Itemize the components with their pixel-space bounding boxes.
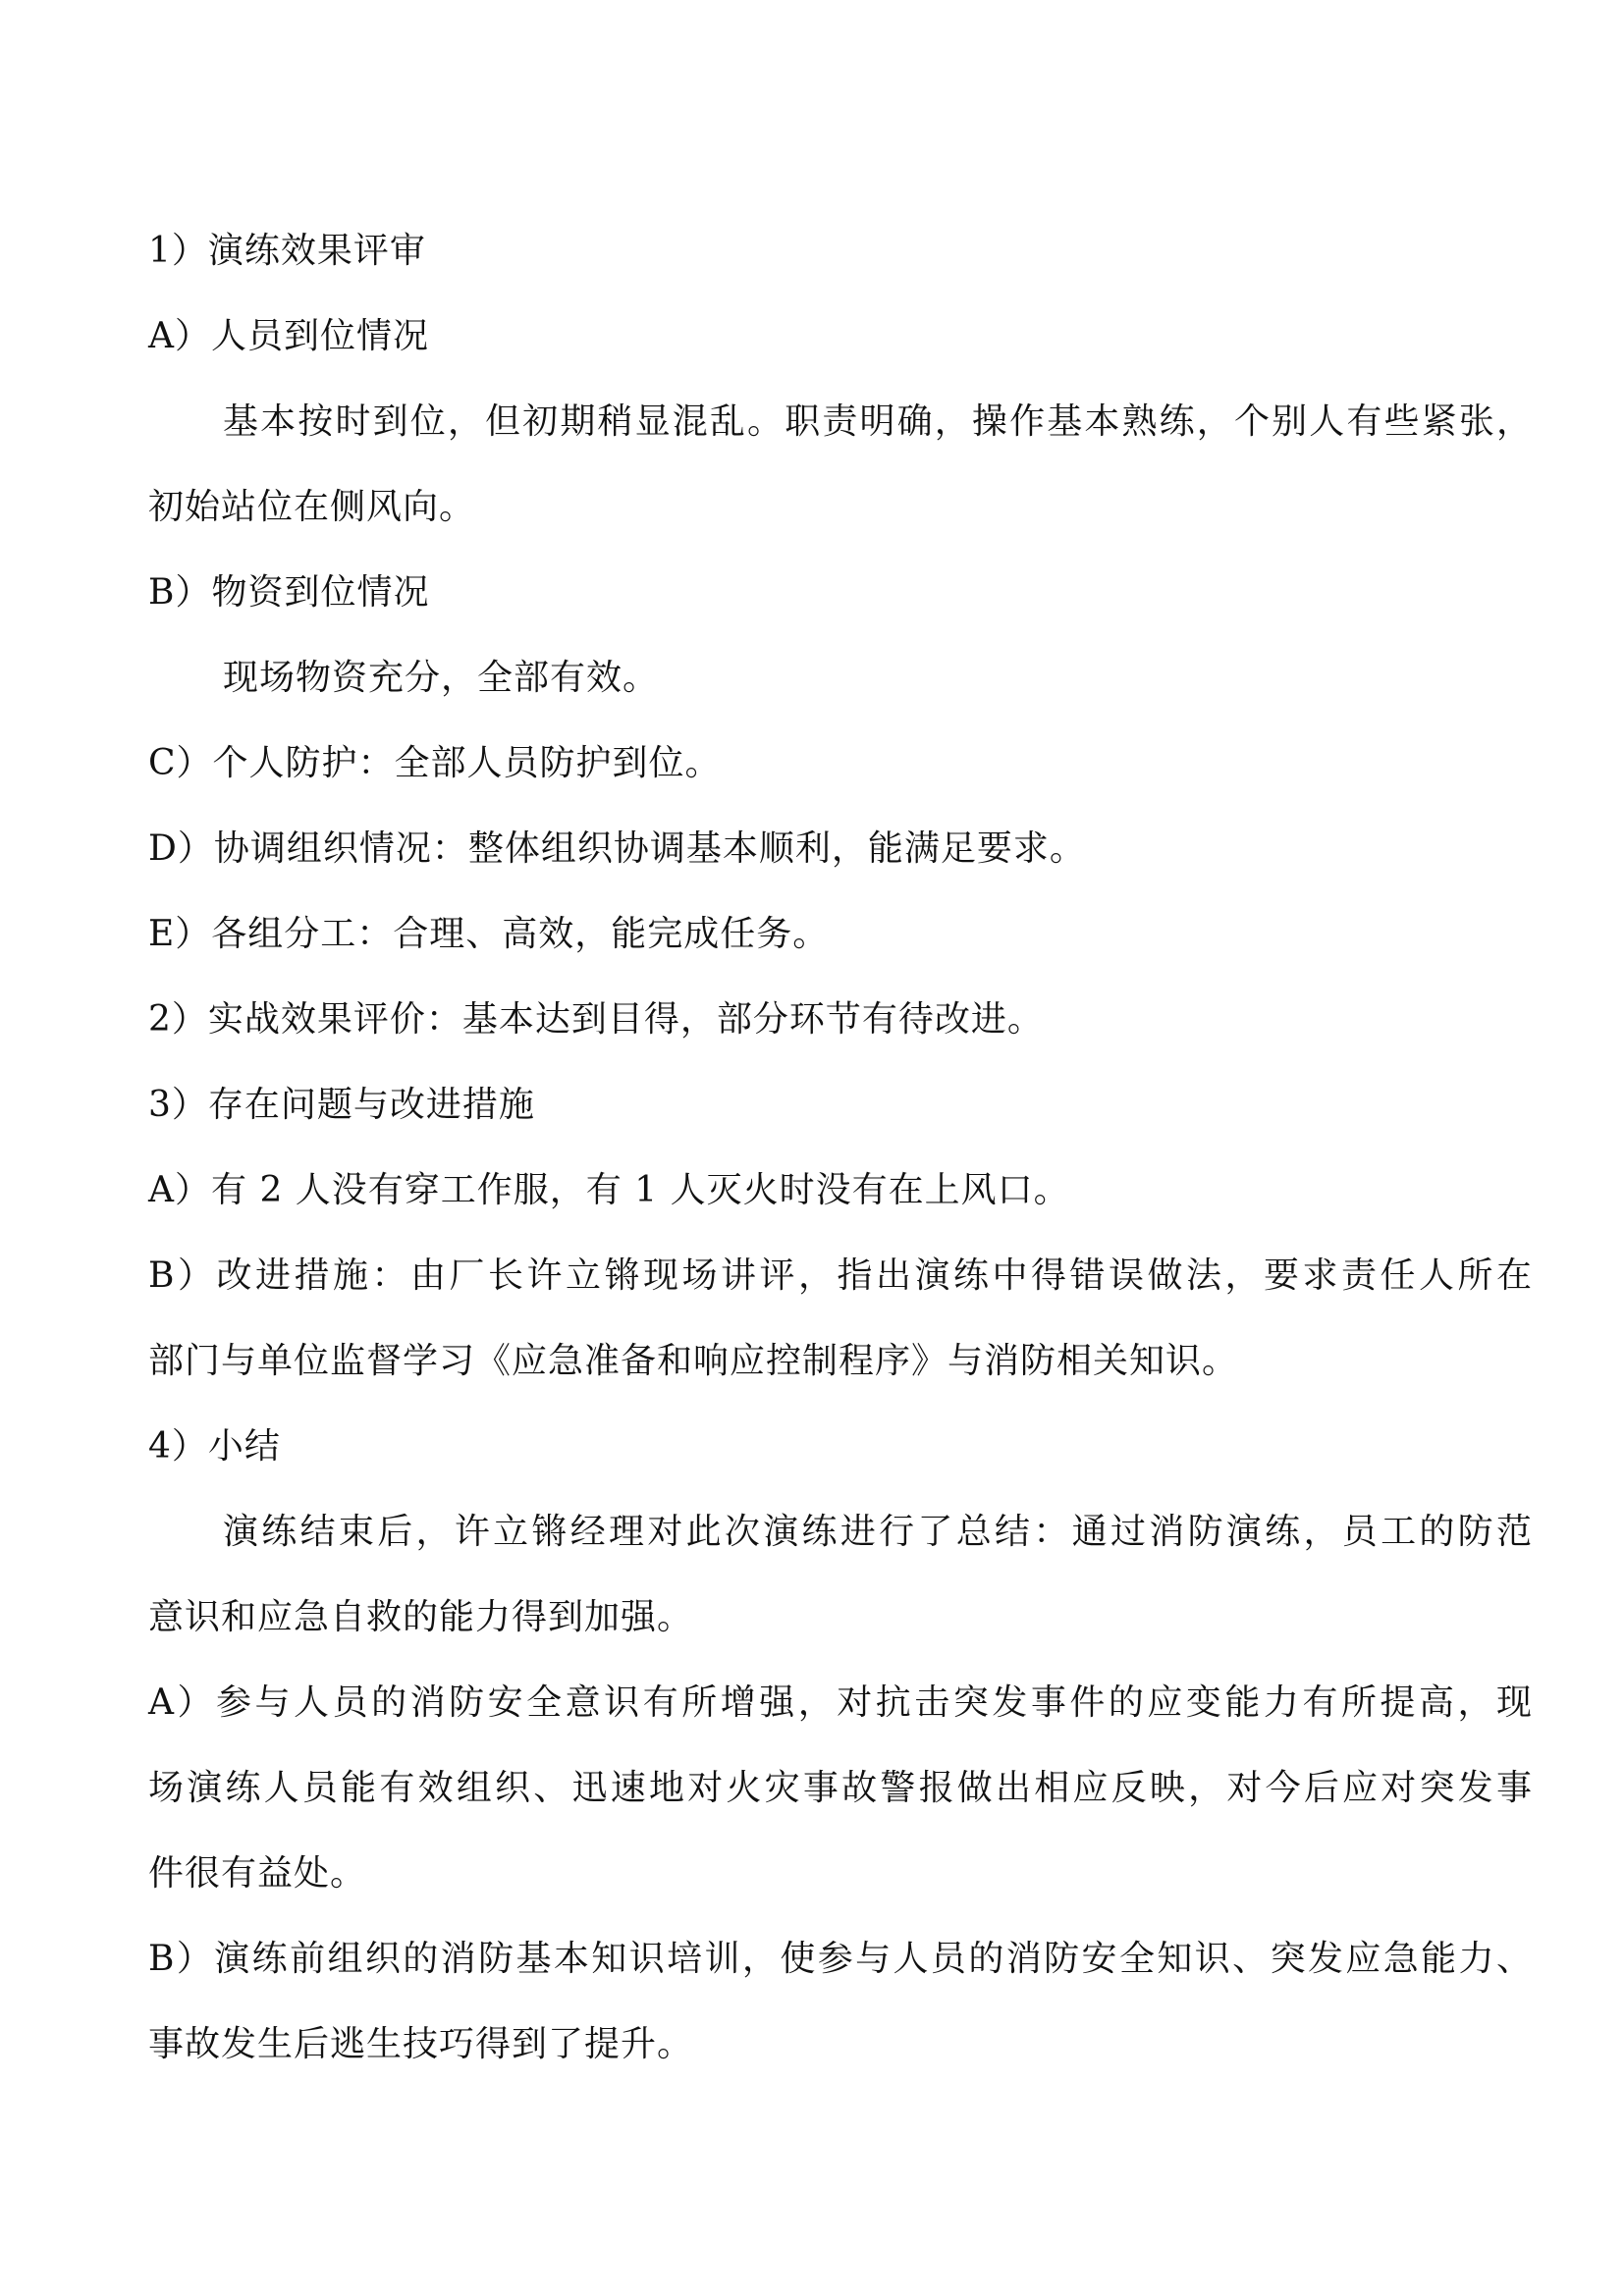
item-summary-b: B）演练前组织的消防基本知识培训，使参与人员的消防安全知识、突发应急能力、 — [148, 1939, 1533, 1979]
paragraph-line: 演练结束后，许立锵经理对此次演练进行了总结：通过消防演练，员工的防范 — [223, 1512, 1533, 1552]
item-group-division: E）各组分工：合理、高效，能完成任务。 — [148, 914, 830, 954]
heading-summary: 4）小结 — [148, 1426, 281, 1467]
paragraph-line: 现场物资充分，全部有效。 — [223, 658, 660, 698]
item-personal-protection: C）个人防护：全部人员防护到位。 — [148, 743, 722, 783]
paragraph-line: 初始站位在侧风向。 — [148, 487, 476, 527]
heading-drill-effect-review: 1）演练效果评审 — [148, 231, 426, 271]
paragraph-line: 部门与单位监督学习《应急准备和响应控制程序》与消防相关知识。 — [148, 1341, 1239, 1381]
heading-problems-improvements: 3）存在问题与改进措施 — [148, 1085, 535, 1125]
paragraph-line: 意识和应急自救的能力得到加强。 — [148, 1597, 694, 1637]
item-coordination: D）协调组织情况：整体组织协调基本顺利，能满足要求。 — [148, 828, 1086, 869]
subheading-personnel-arrival: A）人员到位情况 — [148, 316, 429, 356]
heading-combat-evaluation: 2）实战效果评价：基本达到目得，部分环节有待改进。 — [148, 999, 1044, 1040]
subheading-material-arrival: B）物资到位情况 — [148, 572, 430, 613]
item-summary-a: A）参与人员的消防安全意识有所增强，对抗击突发事件的应变能力有所提高，现 — [148, 1682, 1533, 1723]
item-improvement-measures: B）改进措施：由厂长许立锵现场讲评，指出演练中得错误做法，要求责任人所在 — [148, 1255, 1533, 1296]
paragraph-line: 事故发生后逃生技巧得到了提升。 — [148, 2024, 694, 2064]
paragraph-line: 基本按时到位，但初期稍显混乱。职责明确，操作基本熟练，个别人有些紧张， — [223, 401, 1533, 442]
paragraph-line: 场演练人员能有效组织、迅速地对火灾事故警报做出相应反映，对今后应对突发事 — [148, 1768, 1533, 1808]
document-body — [148, 208, 1533, 2087]
paragraph-line: 件很有益处。 — [148, 1853, 367, 1894]
item-problems: A）有 2 人没有穿工作服，有 1 人灭火时没有在上风口。 — [148, 1170, 1070, 1210]
